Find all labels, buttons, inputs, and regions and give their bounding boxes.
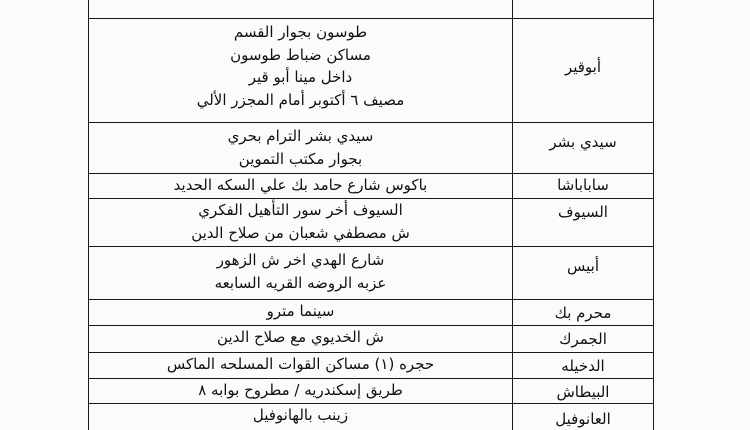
address-cell [89, 353, 513, 379]
table-row [89, 0, 654, 19]
address-line: مصيف ٦ أكتوبر أمام المجزر الألي [196, 90, 405, 109]
table-row [89, 247, 654, 300]
address-line: مساكن ضباط طوسون [230, 45, 371, 64]
area-cell [513, 174, 654, 199]
address-line: باكوس شارع حامد بك علي السكه الحديد [173, 176, 428, 194]
area-cell [513, 19, 654, 123]
address-cell [89, 247, 513, 300]
area-label: السيوف [558, 203, 608, 221]
address-line: حجره (١) مساكن القوات المسلحه الماكس [166, 355, 435, 373]
area-cell [513, 404, 654, 430]
address-line: زينب بالهانوفيل [252, 406, 349, 424]
area-label: سيدي بشر [549, 133, 617, 151]
address-cell [89, 19, 513, 123]
address-cell [89, 404, 513, 430]
address-line: سيدي بشر الترام بحري [227, 127, 374, 145]
area-cell [513, 247, 654, 300]
area-cell [513, 379, 654, 404]
address-cell [89, 300, 513, 326]
table-row [89, 19, 654, 123]
address-line: ش الخديوي مع صلاح الدين [217, 328, 384, 346]
area-label: أبوقير [564, 57, 602, 76]
address-line: السيوف أخر سور التأهيل الفكري [198, 201, 403, 219]
address-cell [89, 326, 513, 353]
area-label: أبيس [567, 257, 599, 275]
area-label: البيطاش [556, 383, 610, 401]
area-label: الجمرك [559, 330, 607, 348]
table-row [89, 199, 654, 247]
locations-table [88, 0, 654, 430]
table-row [89, 379, 654, 404]
table-row [89, 123, 654, 174]
area-label: الدخيله [561, 357, 605, 375]
address-line: طوسون بجوار القسم [233, 23, 368, 41]
table-row [89, 353, 654, 379]
address-cell [89, 379, 513, 404]
address-line: سينما مترو [266, 302, 335, 320]
area-cell [513, 353, 654, 379]
address-line: بجوار مكتب التموين [238, 149, 363, 168]
address-line: داخل مينا أبو قير [248, 68, 353, 86]
address-cell [89, 123, 513, 174]
address-line: طريق إسكندريه / مطروح بوابه ٨ [198, 381, 403, 399]
area-label: ساباباشا [557, 176, 609, 194]
area-cell [513, 300, 654, 326]
area-cell [513, 326, 654, 353]
area-label: محرم بك [554, 304, 612, 322]
area-label: العانوفيل [555, 410, 611, 428]
area-cell [513, 123, 654, 174]
table-row [89, 174, 654, 199]
table-row [89, 300, 654, 326]
address-cell [89, 174, 513, 199]
address-line: شارع الهدي اخر ش الزهور [216, 251, 385, 269]
table-row [89, 404, 654, 430]
address-cell [89, 199, 513, 247]
table-row [89, 326, 654, 353]
address-line: ش مصطفي شعبان من صلاح الدين [191, 223, 410, 242]
area-cell [513, 199, 654, 247]
address-line: عزبه الروضه القريه السابعه [214, 273, 387, 292]
address-cell [89, 0, 513, 19]
area-cell [513, 0, 654, 19]
